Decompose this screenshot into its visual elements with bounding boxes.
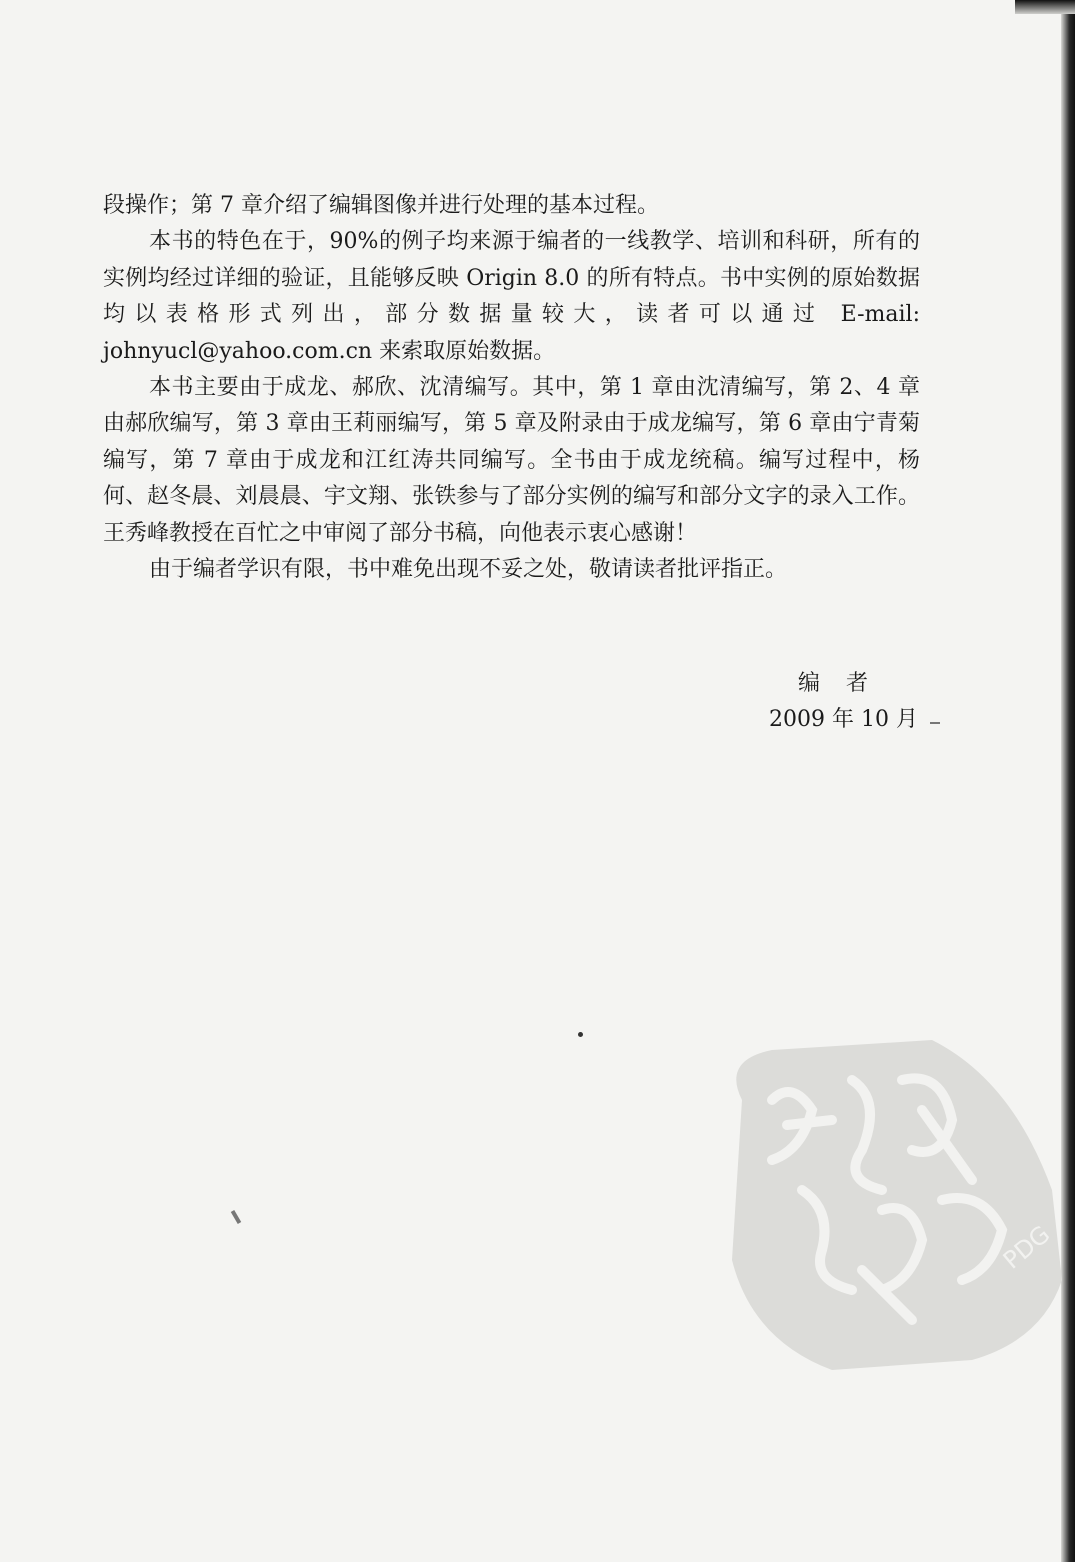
signature-author: 编者 [797, 671, 894, 696]
paragraph-authors: 本书主要由于成龙、郝欣、沈清编写。其中，第 1 章由沈清编写，第 2、4 章由郝欣编写，第 3 章由王莉丽编写，第 5 章及附录由于成龙编写，第 6 章由宁青菊编写，第 7 章由于成龙和江红涛共同编写。全书由于成龙统稿。编写过程中，杨何、赵冬晨、刘晨晨、宇文翔、张铁参与了部分实例的编写和部分文字的录入工作。王秀峰教授在百忙之中审阅了部分书稿，向他表示衷心感谢！ [103, 375, 920, 546]
scan-speck [578, 1032, 583, 1037]
paragraph-apology: 由于编者学识有限，书中难免出现不妥之处，敬请读者批评指正。 [149, 557, 788, 583]
preface-body [103, 188, 920, 588]
signature-date: 2009 年 10 月 [769, 707, 918, 732]
paragraph-continuation: 段操作；第 7 章介绍了编辑图像并进行处理的基本过程。 [103, 193, 659, 218]
seal-label: PDG [997, 1220, 1056, 1275]
scan-speck [231, 1210, 241, 1224]
signature-block [700, 666, 918, 738]
scan-speck [930, 722, 940, 724]
library-seal-watermark [712, 1040, 1067, 1370]
paragraph-features: 本书的特色在于，90%的例子均来源于编者的一线教学、培训和科研，所有的实例均经过详细的验证，且能够反映 Origin 8.0 的所有特点。书中实例的原始数据均以表格形式列出，部分数据量较大，读者可以通过 E-mail: johnyucl@yahoo.com.cn 来索取原始数据。 [103, 229, 920, 364]
scan-edge-top-right [1015, 0, 1075, 14]
